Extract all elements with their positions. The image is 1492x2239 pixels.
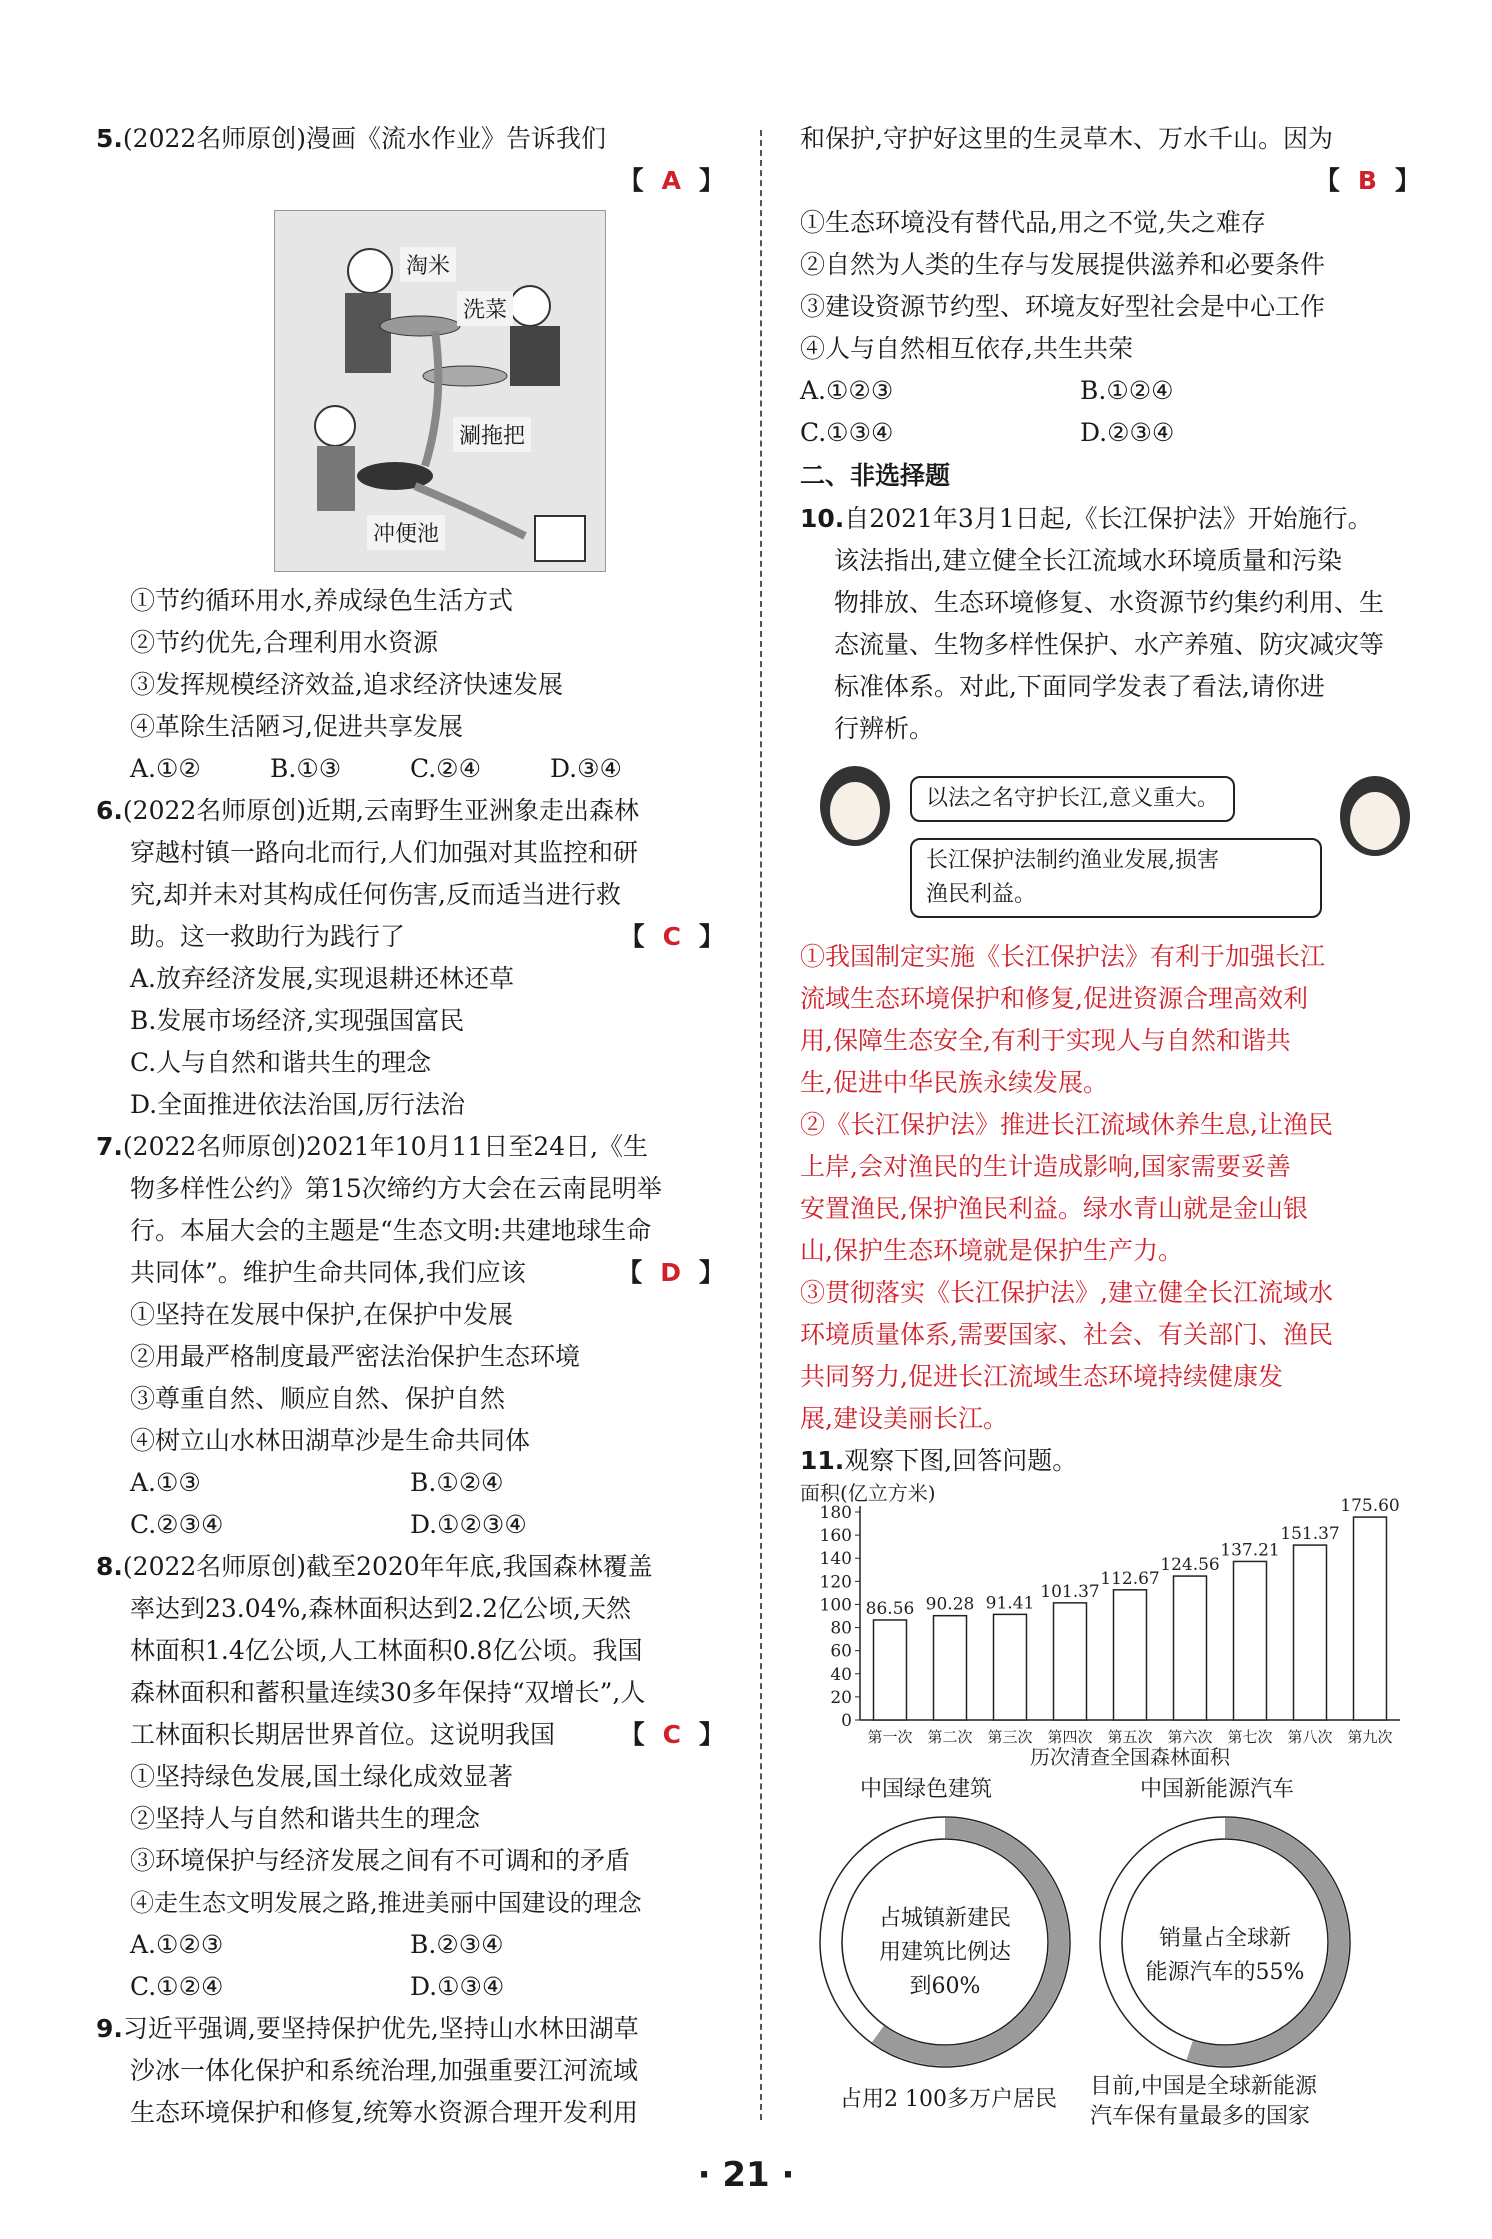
donut2-caption: 目前,中国是全球新能源 汽车保有量最多的国家 — [1090, 2074, 1317, 2129]
chart-bar — [874, 1620, 907, 1720]
q8-choice-a: A.①②③ — [130, 1930, 224, 1959]
q10-answer-9: ③贯彻落实《长江保护法》,建立健全长江流域水 — [800, 1278, 1333, 1307]
chart-category-label: 第二次 — [927, 1728, 973, 1746]
q10-answer-8: 山,保护生态环境就是保护生产力。 — [800, 1236, 1183, 1265]
chart-bar — [1174, 1576, 1207, 1720]
right-column — [800, 118, 1420, 2132]
q11-stem: 11.观察下图,回答问题。 — [800, 1446, 1078, 1475]
chart-ytick-label: 120 — [819, 1572, 852, 1593]
water-cartoon — [274, 210, 606, 572]
q8-line-1: 8.(2022名师原创)截至2020年年底,我国森林覆盖 — [96, 1552, 653, 1581]
q6-line-2: 穿越村镇一路向北而行,人们加强对其监控和研 — [130, 838, 638, 867]
chart-category-label: 第五次 — [1107, 1728, 1153, 1746]
q9-option-2: ②自然为人类的生存与发展提供滋养和必要条件 — [800, 250, 1326, 279]
forest-area-bar-chart — [800, 1482, 1420, 1772]
page-number: · 21 · — [697, 2155, 795, 2195]
chart-category-label: 第八次 — [1287, 1728, 1333, 1746]
q8-line-2: 率达到23.04%,森林面积达到2.2亿公顷,天然 — [130, 1594, 631, 1623]
q8-line-5: 工林面积长期居世界首位。这说明我国 【 C 】 — [96, 1714, 724, 1756]
q8-line-3: 林面积1.4亿公顷,人工林面积0.8亿公顷。我国 — [130, 1636, 643, 1665]
q6-choice-c: C.人与自然和谐共生的理念 — [130, 1048, 432, 1077]
q9-cont-line-1: 和保护,守护好这里的生灵草木、万水千山。因为 — [800, 124, 1333, 153]
q5-choice-d: D.③④ — [550, 754, 622, 783]
q5-option-1: ①节约循环用水,养成绿色生活方式 — [130, 586, 513, 615]
cartoon-label-4: 冲便池 — [367, 515, 445, 550]
speech-bubble-1: 以法之名守护长江,意义重大。 — [910, 776, 1235, 822]
chart-value-label: 86.56 — [865, 1598, 915, 1619]
q7-line-1: 7.(2022名师原创)2021年10月11日至24日,《生 — [96, 1132, 649, 1161]
chart-bar — [1354, 1517, 1387, 1720]
q8-line-4: 森林面积和蓄积量连续30多年保持“双增长”,人 — [130, 1678, 646, 1707]
q10-line-5: 标准体系。对此,下面同学发表了看法,请你进 — [834, 672, 1325, 701]
q8-choice-d: D.①③④ — [410, 1972, 505, 2001]
chart-bar — [1234, 1561, 1267, 1720]
q5-stem: 5.(2022名师原创)漫画《流水作业》告诉我们 — [96, 124, 607, 153]
chart-bar — [1114, 1590, 1147, 1720]
q9-choice-d: D.②③④ — [1080, 418, 1175, 447]
discussion-bubbles — [800, 758, 1420, 928]
donut2-title: 中国新能源汽车 — [1140, 1777, 1295, 1802]
chart-ytick-label: 0 — [841, 1711, 852, 1731]
q7-option-1: ①坚持在发展中保护,在保护中发展 — [130, 1300, 513, 1329]
left-column — [96, 118, 724, 2134]
q5-choice-c: C.②④ — [410, 754, 482, 783]
q6-choice-b: B.发展市场经济,实现强国富民 — [130, 1006, 465, 1035]
girl-avatar — [820, 766, 890, 846]
q8-option-3: ③环境保护与经济发展之间有不可调和的矛盾 — [130, 1846, 631, 1875]
q8-answer: 【 C 】 — [619, 1720, 724, 1749]
q9-answer: 【 B 】 — [1314, 166, 1420, 195]
q10-line-1: 10.自2021年3月1日起,《长江保护法》开始施行。 — [800, 504, 1373, 533]
q7-choice-b: B.①②④ — [410, 1468, 504, 1497]
chart-value-label: 124.56 — [1160, 1555, 1220, 1576]
q7-option-3: ③尊重自然、顺应自然、保护自然 — [130, 1384, 506, 1413]
chart-ytick-label: 160 — [819, 1526, 852, 1547]
chart-bar — [1054, 1603, 1087, 1720]
q9-choice-b: B.①②④ — [1080, 376, 1174, 405]
chart-category-label: 第四次 — [1047, 1728, 1093, 1746]
chart-category-label: 第三次 — [987, 1728, 1033, 1746]
chart-bar — [934, 1616, 967, 1720]
chart-value-label: 91.41 — [985, 1593, 1035, 1614]
q6-line-3: 究,却并未对其构成任何伤害,反而适当进行救 — [130, 880, 621, 909]
q7-choices-row-1 — [96, 1462, 724, 1504]
q7-choice-a: A.①③ — [130, 1468, 201, 1497]
q6-line-4: 助。这一救助行为践行了 【 C 】 — [96, 916, 724, 958]
q7-line-3: 行。本届大会的主题是“生态文明:共建地球生命 — [130, 1216, 652, 1245]
column-divider — [760, 130, 762, 2120]
chart-ylabel: 面积(亿立方米) — [800, 1482, 936, 1505]
chart-ytick-label: 140 — [819, 1549, 852, 1570]
q5-answer: 【 A 】 — [618, 166, 724, 195]
q8-choices-row-2 — [96, 1966, 724, 2008]
chart-ytick-label: 40 — [830, 1664, 852, 1685]
chart-value-label: 175.60 — [1340, 1496, 1400, 1517]
donut1-center-text: 占城镇新建民 用建筑比例达 到60% — [878, 1906, 1011, 1999]
donut1-caption: 占用2 100多万户居民 — [840, 2087, 1057, 2112]
q9-line-3: 生态环境保护和修复,统筹水资源合理开发利用 — [130, 2098, 638, 2127]
q6-line-1: 6.(2022名师原创)近期,云南野生亚洲象走出森林 — [96, 796, 639, 825]
q5-option-3: ③发挥规模经济效益,追求经济快速发展 — [130, 670, 563, 699]
q9-choice-a: A.①②③ — [800, 376, 894, 405]
boy-avatar — [1340, 776, 1410, 856]
q10-answer-5: ②《长江保护法》推进长江流域休养生息,让渔民 — [800, 1110, 1333, 1139]
q5-option-2: ②节约优先,合理利用水资源 — [130, 628, 438, 657]
donut2-center-text: 销量占全球新 能源汽车的55% — [1145, 1926, 1305, 1985]
forest-chart — [800, 1482, 1420, 1772]
q10-line-2: 该法指出,建立健全长江流域水环境质量和污染 — [834, 546, 1342, 575]
donut-charts — [800, 1772, 1420, 2132]
q10-answer-4: 生,促进中华民族永续发展。 — [800, 1068, 1108, 1097]
q6-choice-a: A.放弃经济发展,实现退耕还林还草 — [130, 964, 514, 993]
q8-option-4: ④走生态文明发展之路,推进美丽中国建设的理念 — [130, 1889, 642, 1917]
chart-bar — [1294, 1545, 1327, 1720]
chart-category-label: 第一次 — [867, 1728, 913, 1746]
q9-choice-c: C.①③④ — [800, 418, 894, 447]
q10-answer-7: 安置渔民,保护渔民利益。绿水青山就是金山银 — [800, 1194, 1308, 1223]
q5-choices — [96, 748, 724, 790]
q9-option-4: ④人与自然相互依存,共生共荣 — [800, 334, 1133, 363]
q10-answer-3: 用,保障生态安全,有利于实现人与自然和谐共 — [800, 1026, 1291, 1055]
q7-option-2: ②用最严格制度最严密法治保护生态环境 — [130, 1342, 581, 1371]
q8-option-2: ②坚持人与自然和谐共生的理念 — [130, 1804, 481, 1833]
chart-value-label: 90.28 — [925, 1594, 975, 1615]
q5-choice-a: A.①② — [130, 754, 201, 783]
q8-choice-b: B.②③④ — [410, 1930, 504, 1959]
chart-ytick-label: 20 — [830, 1687, 852, 1708]
q10-line-6: 行辨析。 — [834, 714, 935, 743]
q7-choice-d: D.①②③④ — [410, 1510, 527, 1539]
cartoon-label-1: 淘米 — [400, 247, 456, 282]
chart-title: 历次清查全国森林面积 — [1030, 1745, 1230, 1769]
q10-line-4: 态流量、生物多样性保护、水产养殖、防灾减灾等 — [834, 630, 1385, 659]
q8-choice-c: C.①②④ — [130, 1972, 224, 2001]
q7-line-4: 共同体”。维护生命共同体,我们应该 【 D 】 — [96, 1252, 724, 1294]
q8-option-1: ①坚持绿色发展,国土绿化成效显著 — [130, 1762, 513, 1791]
q9-choices-row-2 — [800, 412, 1420, 454]
q5-option-4: ④革除生活陋习,促进共享发展 — [130, 712, 463, 741]
chart-category-label: 第七次 — [1227, 1728, 1273, 1746]
q9-option-1: ①生态环境没有替代品,用之不觉,失之难存 — [800, 208, 1266, 237]
q8-choices-row-1 — [96, 1924, 724, 1966]
cartoon-label-2: 洗菜 — [457, 291, 513, 326]
donut1-title: 中国绿色建筑 — [860, 1777, 993, 1802]
chart-category-label: 第六次 — [1167, 1728, 1213, 1746]
q5-choice-b: B.①③ — [270, 754, 342, 783]
q7-answer: 【 D 】 — [617, 1258, 724, 1287]
q10-answer-11: 共同努力,促进长江流域生态环境持续健康发 — [800, 1362, 1283, 1391]
chart-bar — [994, 1614, 1027, 1720]
q9-line-2: 沙冰一体化保护和系统治理,加强重要江河流域 — [130, 2056, 638, 2085]
q10-line-3: 物排放、生态环境修复、水资源节约集约利用、生 — [834, 588, 1385, 617]
q7-line-2: 物多样性公约》第15次缔约方大会在云南昆明举 — [130, 1174, 662, 1203]
cartoon-label-3: 涮拖把 — [453, 417, 531, 452]
speech-bubble-2: 长江保护法制约渔业发展,损害 渔民利益。 — [910, 838, 1322, 918]
chart-ytick-label: 180 — [819, 1503, 852, 1523]
q7-option-4: ④树立山水林田湖草沙是生命共同体 — [130, 1426, 531, 1455]
q9-line-1: 9.习近平强调,要坚持保护优先,坚持山水林田湖草 — [96, 2014, 639, 2043]
q7-choices-row-2 — [96, 1504, 724, 1546]
q6-answer: 【 C 】 — [619, 922, 724, 951]
q9-choices-row-1 — [800, 370, 1420, 412]
q10-answer-12: 展,建设美丽长江。 — [800, 1404, 1008, 1433]
chart-ytick-label: 80 — [830, 1618, 852, 1639]
chart-category-label: 第九次 — [1347, 1728, 1393, 1746]
q9-option-3: ③建设资源节约型、环境友好型社会是中心工作 — [800, 292, 1326, 321]
chart-value-label: 151.37 — [1280, 1524, 1340, 1545]
chart-ytick-label: 100 — [819, 1595, 852, 1616]
q10-answer-6: 上岸,会对渔民的生计造成影响,国家需要妥善 — [800, 1152, 1291, 1181]
q6-choice-d: D.全面推进依法治国,厉行法治 — [130, 1090, 466, 1119]
chart-ytick-label: 60 — [830, 1641, 852, 1662]
chart-value-label: 101.37 — [1040, 1581, 1100, 1602]
section-heading: 二、非选择题 — [800, 461, 951, 490]
q7-choice-c: C.②③④ — [130, 1510, 224, 1539]
chart-value-label: 112.67 — [1100, 1568, 1160, 1589]
q10-answer-1: ①我国制定实施《长江保护法》有利于加强长江 — [800, 942, 1326, 971]
q10-answer-10: 环境质量体系,需要国家、社会、有关部门、渔民 — [800, 1320, 1333, 1349]
chart-value-label: 137.21 — [1220, 1540, 1280, 1561]
q10-answer-2: 流域生态环境保护和修复,促进资源合理高效利 — [800, 984, 1308, 1013]
